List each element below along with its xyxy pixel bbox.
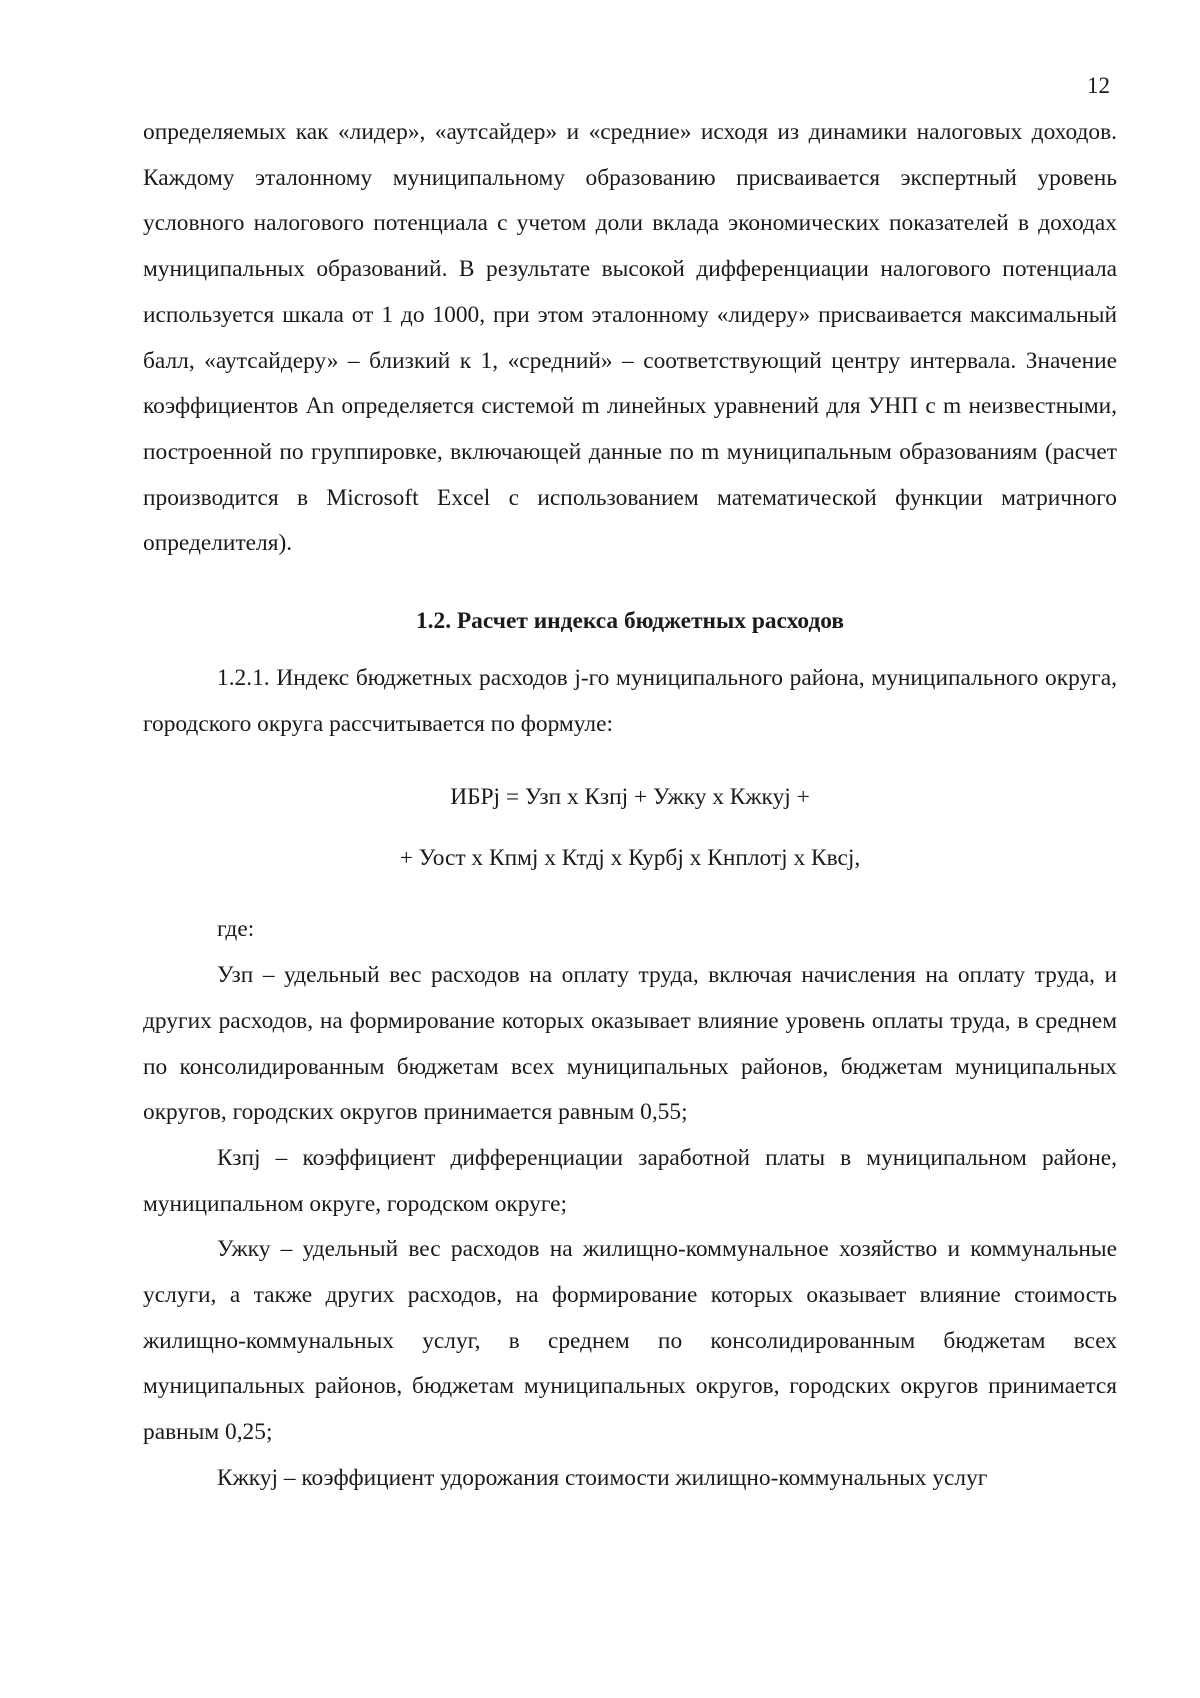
paragraph-kzp-definition: Кзпj – коэффициент дифференциации заработной платы в муниципальном районе, муниципальном округе, городском округе; <box>143 1144 1117 1217</box>
paragraph-kzhku-definition: Кжкуj – коэффициент удорожания стоимости жилищно-коммунальных услуг <box>217 1464 988 1491</box>
formula-line-2: + Уост х Кпмj х Ктдj х Курбj х Кнплотj х Квсj, <box>399 845 861 872</box>
paragraph-formula-intro: 1.2.1. Индекс бюджетных расходов j-го муниципального района, муниципального округа, городского округа рассчитывается по формуле: <box>143 665 1117 737</box>
paragraph-method-description: определяемых как «лидер», «аутсайдер» и «средние» исходя из динамики налоговых доходов. Каждому эталонному муниципальному образованию присваивается экспертный уровень условного налогового потенциала с учетом доли вклада экономических показателей в доходах муниципальных образований. В результате высокой дифференциации налогового потенциала используется шкала от 1 до 1000, при этом эталонному «лидеру» присваивается максимальный балл, «аутсайдеру» – близкий к 1, «средний» – соответствующий центру интервала. Значение коэффициентов An определяется системой m линейных уравнений для УНП с m неизвестными, построенной по группировке, включающей данные по m муниципальным образованиям (расчет производится в Microsoft Excel с использованием математической функции матричного определителя). <box>143 119 1117 557</box>
where-label: где: <box>217 916 255 943</box>
page-content <box>143 110 1117 1502</box>
section-title: 1.2. Расчет индекса бюджетных расходов <box>415 608 845 635</box>
formula-line-1: ИБРj = Узп х Кзпj + Ужку х Кжкуj + <box>450 784 810 811</box>
paragraph-uzp-definition: Узп – удельный вес расходов на оплату труда, включая начисления на оплату труда, и других расходов, на формирование которых оказывает влияние уровень оплаты труда, в среднем по консолидированным бюджетам всех муниципальных районов, бюджетам муниципальных округов, городских округов принимается равным 0,55; <box>143 962 1117 1126</box>
paragraph-uzhku-definition: Ужку – удельный вес расходов на жилищно-коммунальное хозяйство и коммунальные услуги, а также других расходов, на формирование которых оказывает влияние стоимость жилищно-коммунальных услуг, в среднем по консолидированным бюджетам всех муниципальных районов, бюджетам муниципальных округов, городских округов принимается равным 0,25; <box>143 1236 1117 1446</box>
page-number: 12 <box>1087 73 1110 98</box>
